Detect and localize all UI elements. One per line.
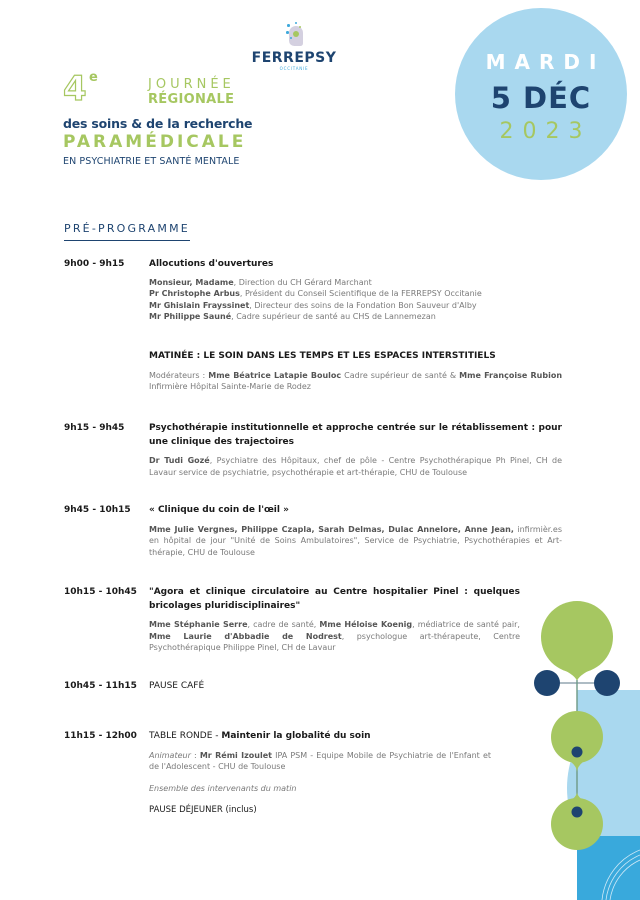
- date-date: 5 DÉC: [490, 81, 592, 115]
- item-speakers: Mme Julie Vergnes, Philippe Czapla, Sarah Delmas, Dulac Annelore, Anne Jean, infirmièr.es en hôpital de jour "Unité de Soins Ambulatoires", Service de Psychiatrie, Psychothérapies et Art-thérapie, CHU de Toulouse: [149, 524, 562, 557]
- date-badge: [455, 8, 627, 180]
- section-title: PRÉ-PROGRAMME: [64, 222, 190, 241]
- edition-ordinal: e: [89, 70, 98, 85]
- title-paramedicale: PARAMÉDICALE: [63, 132, 247, 152]
- item-title: TABLE RONDE - Maintenir la globalité du soin: [149, 731, 371, 741]
- animator: Animateur : Mr Rémi Izoulet IPA PSM - Equipe Mobile de Psychiatrie de l'Enfant et de l'Adolescent - CHU de Toulouse: [149, 750, 491, 771]
- moderators: Modérateurs : Mme Béatrice Latapie Bouloc Cadre supérieur de santé & Mme Françoise Rubion Infirmière Hôpital Sainte-Marie de Rodez: [149, 370, 563, 391]
- logo-name: FERREPSY: [251, 50, 337, 66]
- title-soins: des soins & de la recherche: [63, 116, 253, 131]
- item-time: 9h45 - 10h15: [64, 505, 131, 515]
- ferrepsy-logo: [248, 22, 340, 72]
- speaker-line: Pr Christophe Arbus, Président du Conseil Scientifique de la FERREPSY Occitanie: [149, 289, 482, 298]
- title-psychiatrie: EN PSYCHIATRIE ET SANTÉ MENTALE: [63, 156, 240, 167]
- speaker-list: [149, 277, 562, 323]
- head-network-icon: [284, 22, 304, 48]
- session-title: MATINÉE : LE SOIN DANS LES TEMPS ET LES ESPACES INTERSTITIELS: [149, 351, 496, 361]
- decorative-graphic: [520, 580, 640, 900]
- item-speakers: Mme Stéphanie Serre, cadre de santé, Mme Héloise Koenig, médiatrice de santé pair, Mme Laurie d'Abbadie de Nodrest, psychologue art-thérapeute, Centre Psychothérapique Philippe Pinel, CH de Lavaur: [149, 620, 520, 652]
- item-title: Allocutions d'ouvertures: [149, 259, 274, 269]
- speaker-line: Mr Philippe Sauné, Cadre supérieur de santé au CHS de Lannemezan: [149, 312, 436, 321]
- speaker-line: Mr Ghislain Frayssinet, Directeur des soins de la Fondation Bon Sauveur d'Alby: [149, 300, 477, 310]
- edition-number: 4: [63, 69, 87, 109]
- item-time: 10h15 - 10h45: [64, 587, 137, 597]
- lunch-break: PAUSE DÉJEUNER (inclus): [149, 805, 257, 815]
- title-journee: JOURNÉE: [148, 77, 235, 92]
- item-time: 11h15 - 12h00: [64, 731, 137, 741]
- date-day: MARDI: [485, 50, 606, 74]
- item-title: "Agora et clinique circulatoire au Centre hospitalier Pinel : quelques bricolages pluridisciplinaires": [149, 587, 520, 611]
- item-time: 9h00 - 9h15: [64, 259, 125, 269]
- speaker-line: Monsieur, Madame, Direction du CH Gérard Marchant: [149, 277, 372, 287]
- item-title: « Clinique du coin de l'œil »: [149, 505, 289, 515]
- logo-subtitle: OCCITANIE: [279, 66, 309, 71]
- title-regionale: RÉGIONALE: [148, 92, 235, 107]
- participants-note: Ensemble des intervenants du matin: [149, 783, 297, 793]
- item-speakers: Dr Tudi Gozé, Psychiatre des Hôpitaux, chef de pôle - Centre Psychothérapique Ph Pinel, CH de Lavaur service de psychiatrie, psychothérapie et art-thérapie, CHU de Toulouse: [149, 456, 562, 477]
- item-title: Psychothérapie institutionnelle et approche centrée sur le rétablissement : pour une clinique des trajectoires: [149, 423, 562, 447]
- break-label: PAUSE CAFÉ: [149, 681, 205, 691]
- item-time: 9h15 - 9h45: [64, 423, 125, 433]
- date-year: 2023: [499, 119, 592, 144]
- item-time: 10h45 - 11h15: [64, 681, 137, 691]
